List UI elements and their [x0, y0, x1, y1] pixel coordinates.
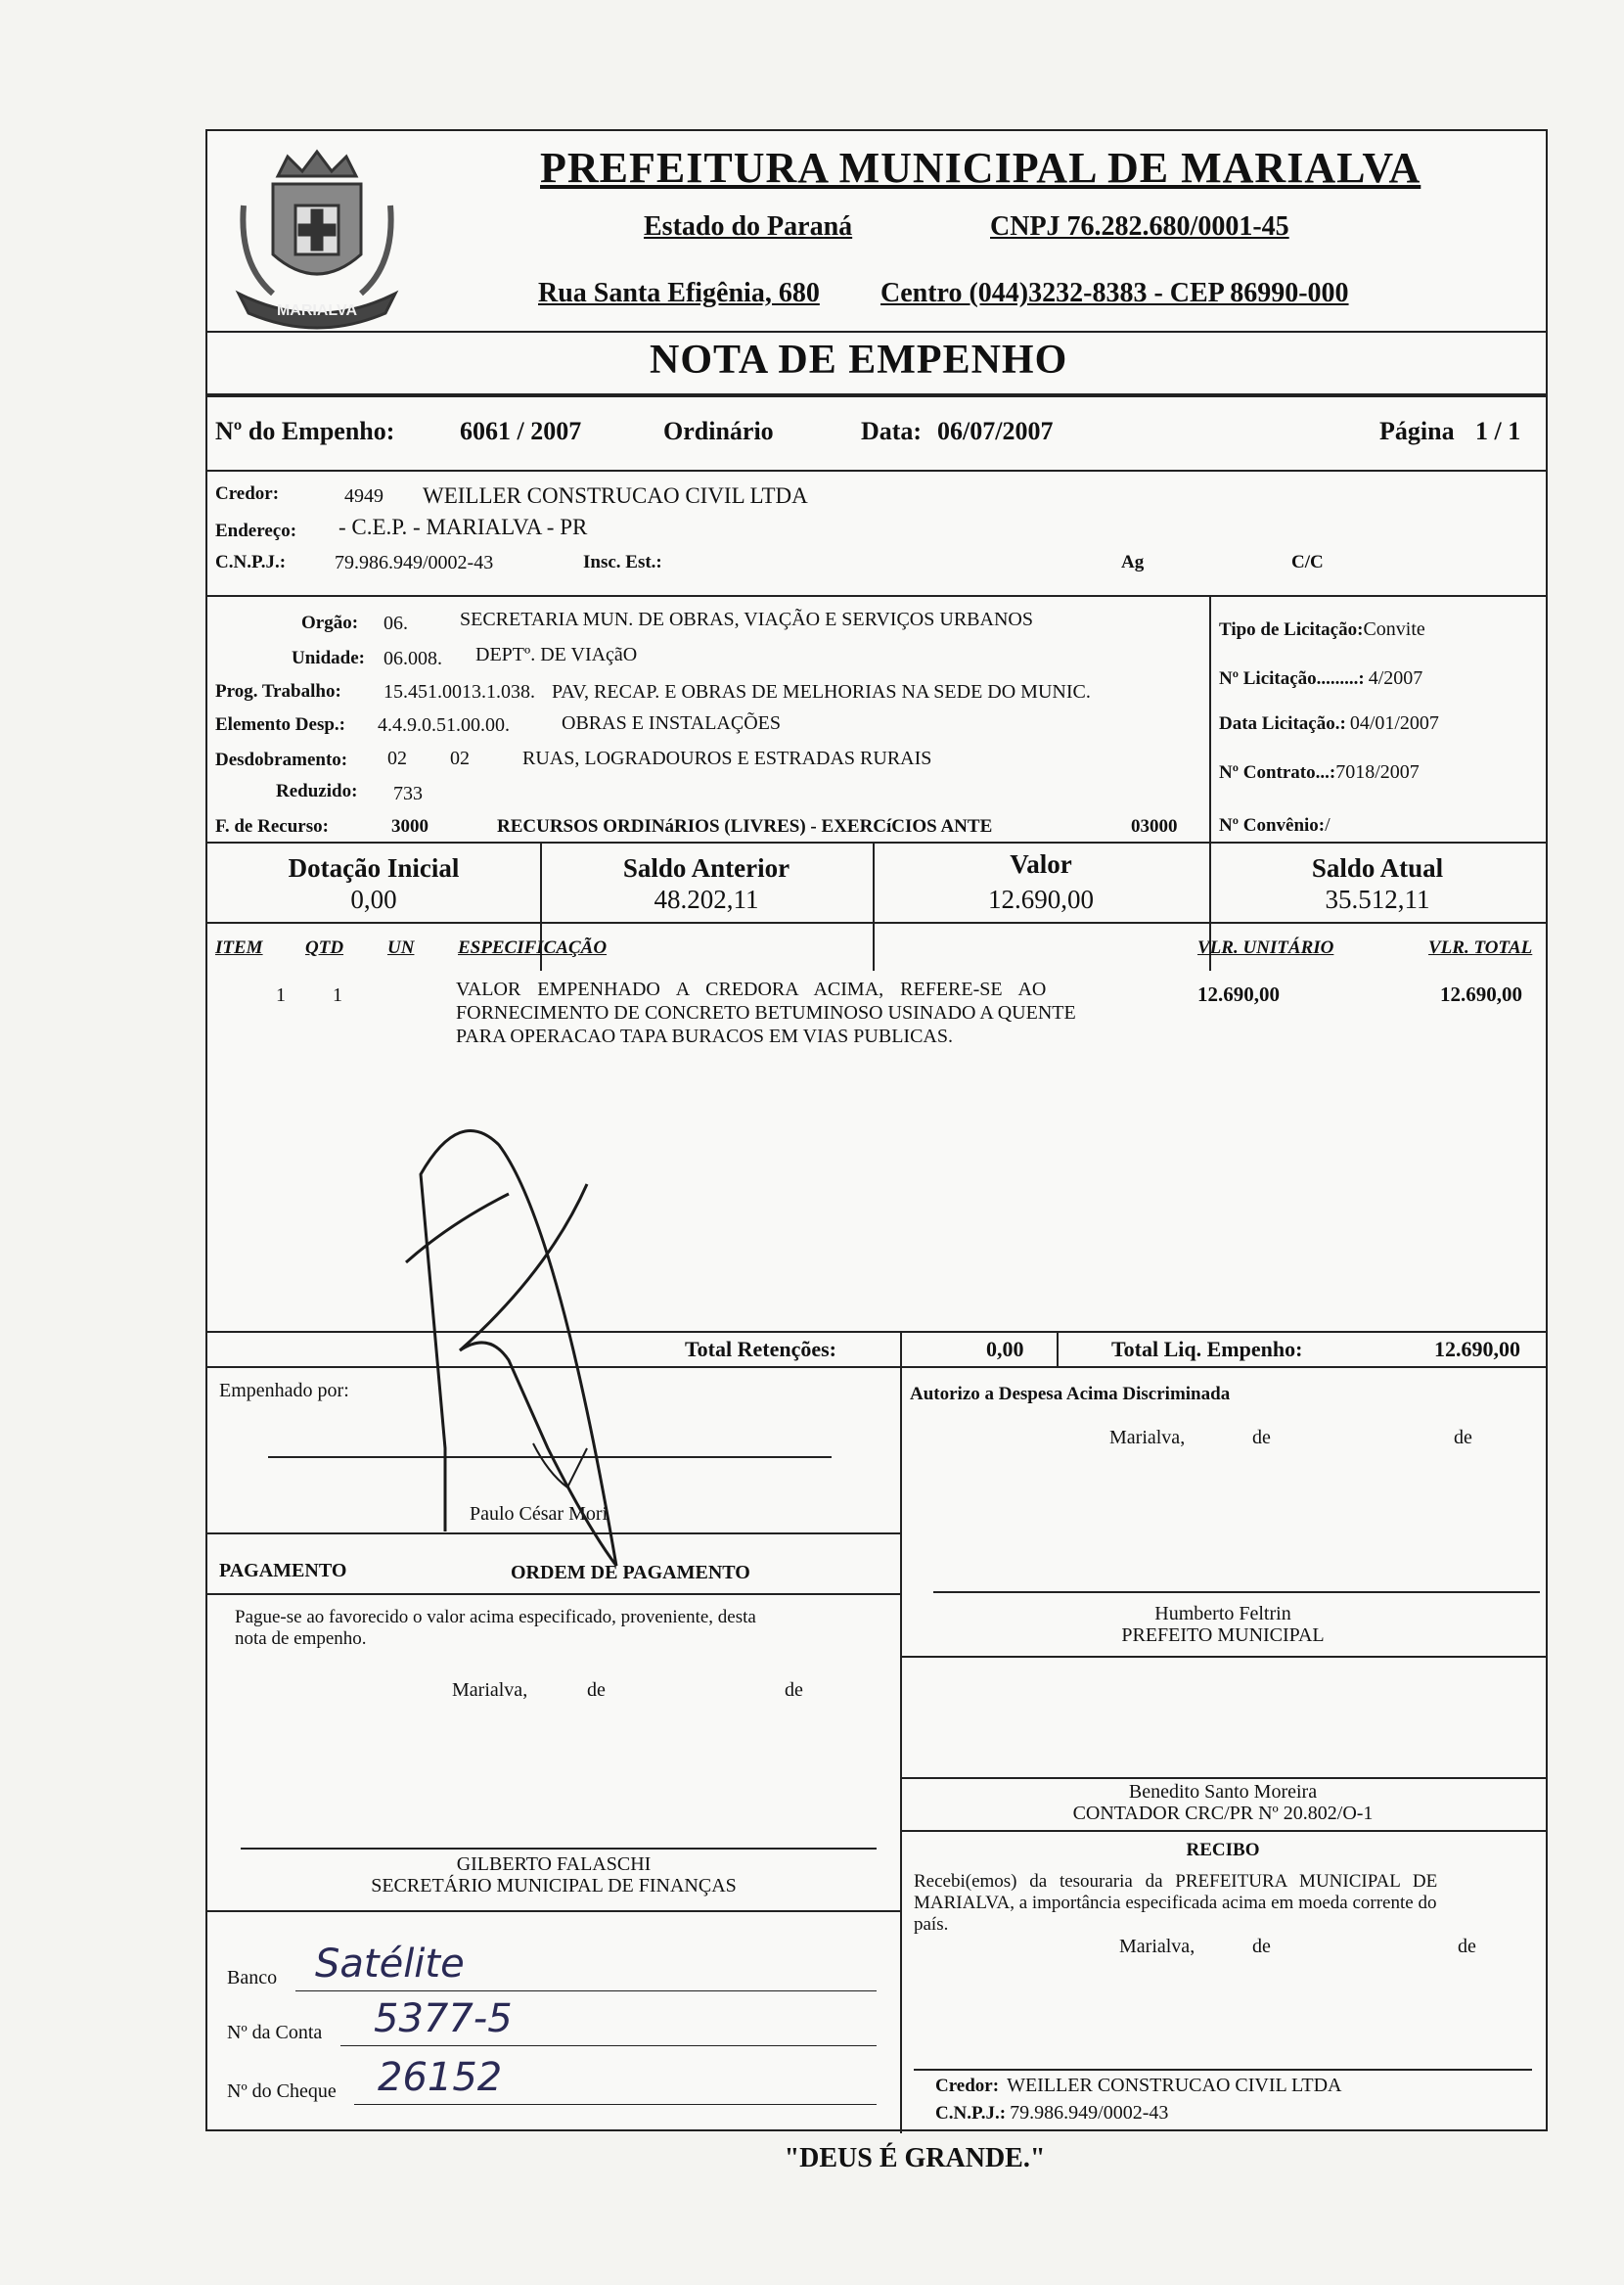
municipality-cnpj: CNPJ 76.282.680/0001-45: [990, 211, 1289, 242]
col-especificacao: ESPECIFICAÇÃO: [458, 937, 608, 958]
recibo-de-2: de: [1458, 1936, 1476, 1957]
credor-endereco: - C.E.P. - MARIALVA - PR: [338, 515, 588, 539]
secretario-role: SECRETÁRIO MUNICIPAL DE FINANÇAS: [371, 1875, 737, 1897]
document-title: NOTA DE EMPENHO: [650, 338, 1068, 383]
pagamento-label: PAGAMENTO: [219, 1560, 347, 1581]
secretario-name: GILBERTO FALASCHI: [456, 1853, 652, 1875]
pagamento-de-2: de: [785, 1679, 803, 1701]
col-un: UN: [387, 937, 415, 958]
recibo-line-3: país.: [914, 1914, 949, 1935]
autorizo-de-2: de: [1454, 1427, 1472, 1448]
prog-trabalho-name: PAV, RECAP. E OBRAS DE MELHORIAS NA SEDE DO MUNIC.: [552, 681, 1091, 703]
recibo-de-1: de: [1252, 1936, 1271, 1957]
fonte-recurso-code-2: 03000: [1131, 816, 1178, 837]
item-desc-line-1: VALOR EMPENHADO A CREDORA ACIMA, REFERE-SE AO: [456, 979, 1047, 1000]
desdobramento-code-2: 02: [450, 748, 470, 769]
recibo-line-2: MARIALVA, a importância especificada acima em moeda corrente do: [914, 1893, 1437, 1913]
recibo-city: Marialva,: [1119, 1936, 1195, 1957]
nota-de-empenho-form: [205, 129, 1548, 2131]
municipality-contact: Centro (044)3232-8383 - CEP 86990-000: [880, 278, 1349, 308]
valor-label: Valor: [1010, 849, 1072, 879]
autorizo-city: Marialva,: [1109, 1427, 1186, 1448]
conta-label: Nº da Conta: [227, 2022, 323, 2043]
total-retencoes-value: 0,00: [986, 1337, 1024, 1361]
footer-motto: "DEUS É GRANDE.": [784, 2143, 1046, 2173]
elemento-label: Elemento Desp.:: [215, 714, 345, 735]
orgao-name: SECRETARIA MUN. DE OBRAS, VIAÇÃO E SERVIÇOS URBANOS: [460, 609, 1033, 630]
endereco-label: Endereço:: [215, 521, 297, 541]
total-liq-label: Total Liq. Empenho:: [1111, 1337, 1303, 1361]
saldo-anterior-label: Saldo Anterior: [622, 853, 790, 883]
contador-role: CONTADOR CRC/PR Nº 20.802/O-1: [1072, 1803, 1374, 1824]
banco-value: Satélite: [315, 1942, 465, 1987]
tipo-licitacao: Tipo de Licitação:Convite: [1219, 618, 1425, 640]
orgao-label: Orgão:: [301, 613, 359, 633]
fonte-recurso-code: 3000: [391, 816, 429, 837]
col-item: ITEM: [215, 937, 263, 958]
contador-name: Benedito Santo Moreira: [1128, 1781, 1318, 1803]
credor-cnpj: 79.986.949/0002-43: [335, 552, 494, 573]
cheque-label: Nº do Cheque: [227, 2080, 337, 2102]
col-vlr-total: VLR. TOTAL: [1428, 937, 1533, 958]
coat-of-arms-icon: [219, 137, 415, 333]
credor-label: Credor:: [215, 483, 280, 504]
page-number: 1 / 1: [1475, 417, 1521, 445]
dotacao-inicial-value: 0,00: [350, 885, 397, 914]
saldo-anterior-value: 48.202,11: [654, 885, 759, 914]
empenho-date-label: Data:: [861, 417, 923, 445]
item-vlr-unitario: 12.690,00: [1197, 983, 1280, 1006]
banco-label: Banco: [227, 1967, 278, 1988]
recibo-cnpj: C.N.P.J.: 79.986.949/0002-43: [935, 2102, 1169, 2124]
total-retencoes-label: Total Retenções:: [685, 1337, 836, 1361]
conta-corrente-label: C/C: [1291, 552, 1324, 572]
autorizo-despesa-label: Autorizo a Despesa Acima Discriminada: [910, 1384, 1231, 1404]
dotacao-inicial-label: Dotação Inicial: [288, 853, 460, 883]
cnpj-label: C.N.P.J.:: [215, 552, 287, 572]
desdobramento-code-1: 02: [387, 748, 407, 769]
pague-se-line-1: Pague-se ao favorecido o valor acima especificado, proveniente, desta: [235, 1607, 756, 1627]
empenho-number-label: Nº do Empenho:: [215, 417, 395, 445]
prog-trabalho-label: Prog. Trabalho:: [215, 681, 341, 702]
saldo-atual-label: Saldo Atual: [1311, 853, 1444, 883]
insc-est-label: Insc. Est.:: [583, 552, 662, 572]
numero-contrato: Nº Contrato...:7018/2007: [1219, 761, 1420, 783]
elemento-name: OBRAS E INSTALAÇÕES: [562, 712, 781, 734]
ordem-pagamento-label: ORDEM DE PAGAMENTO: [511, 1562, 750, 1583]
fonte-recurso-name: RECURSOS ORDINáRIOS (LIVRES) - EXERCíCIOS ANTE: [497, 816, 993, 837]
item-qtd: 1: [333, 984, 342, 1006]
item-number: 1: [276, 984, 286, 1006]
data-licitacao: Data Licitação.: 04/01/2007: [1219, 712, 1439, 734]
unidade-label: Unidade:: [292, 648, 365, 668]
pagamento-de-1: de: [587, 1679, 606, 1701]
pagamento-city: Marialva,: [452, 1679, 528, 1701]
reduzido-label: Reduzido:: [276, 781, 358, 801]
municipality-title: PREFEITURA MUNICIPAL DE MARIALVA: [540, 144, 1421, 192]
item-desc-line-3: PARA OPERACAO TAPA BURACOS EM VIAS PUBLICAS.: [456, 1026, 953, 1047]
recibo-line-1: Recebi(emos) da tesouraria da PREFEITURA MUNICIPAL DE: [914, 1871, 1438, 1892]
cheque-value: 26152: [378, 2055, 503, 2100]
conta-value: 5377-5: [374, 1996, 513, 2041]
numero-convenio: Nº Convênio:/: [1219, 814, 1331, 836]
autorizo-de-1: de: [1252, 1427, 1271, 1448]
prefeito-role: PREFEITO MUNICIPAL: [1121, 1624, 1325, 1646]
unidade-name: DEPTº. DE VIAçãO: [475, 644, 638, 665]
pague-se-line-2: nota de empenho.: [235, 1628, 367, 1649]
agencia-label: Ag: [1121, 552, 1145, 572]
col-vlr-unitario: VLR. UNITÁRIO: [1197, 937, 1334, 958]
desdobramento-label: Desdobramento:: [215, 750, 348, 770]
reduzido-value: 733: [393, 783, 423, 804]
credor-name: WEILLER CONSTRUCAO CIVIL LTDA: [423, 483, 808, 508]
desdobramento-name: RUAS, LOGRADOUROS E ESTRADAS RURAIS: [522, 748, 932, 769]
empenho-type: Ordinário: [663, 417, 774, 445]
empenho-number: 6061 / 2007: [460, 417, 582, 445]
svg-text:MARIALVA: MARIALVA: [276, 302, 358, 319]
fonte-recurso-label: F. de Recurso:: [215, 816, 329, 837]
col-qtd: QTD: [305, 937, 344, 958]
elemento-code: 4.4.9.0.51.00.00.: [378, 714, 510, 736]
municipality-address: Rua Santa Efigênia, 680: [538, 278, 820, 308]
unidade-code: 06.008.: [383, 648, 442, 669]
credor-code: 4949: [344, 485, 383, 507]
item-vlr-total: 12.690,00: [1440, 983, 1522, 1006]
orgao-code: 06.: [383, 613, 408, 634]
total-liq-value: 12.690,00: [1434, 1337, 1520, 1361]
prog-trabalho-code: 15.451.0013.1.038.: [383, 681, 535, 703]
saldo-atual-value: 35.512,11: [1325, 885, 1430, 914]
page-label: Página: [1379, 417, 1455, 445]
recibo-credor: Credor: WEILLER CONSTRUCAO CIVIL LTDA: [935, 2075, 1342, 2096]
recibo-title: RECIBO: [1186, 1840, 1260, 1860]
state-name: Estado do Paraná: [644, 211, 853, 242]
empenhado-por-name: Paulo César Mori: [470, 1503, 609, 1525]
prefeito-name: Humberto Feltrin: [1154, 1603, 1291, 1624]
empenhado-por-label: Empenhado por:: [219, 1380, 349, 1401]
numero-licitacao: Nº Licitação.........: 4/2007: [1219, 667, 1423, 689]
valor-value: 12.690,00: [988, 885, 1094, 914]
item-desc-line-2: FORNECIMENTO DE CONCRETO BETUMINOSO USINADO A QUENTE: [456, 1002, 1076, 1024]
empenho-date: 06/07/2007: [937, 417, 1054, 445]
